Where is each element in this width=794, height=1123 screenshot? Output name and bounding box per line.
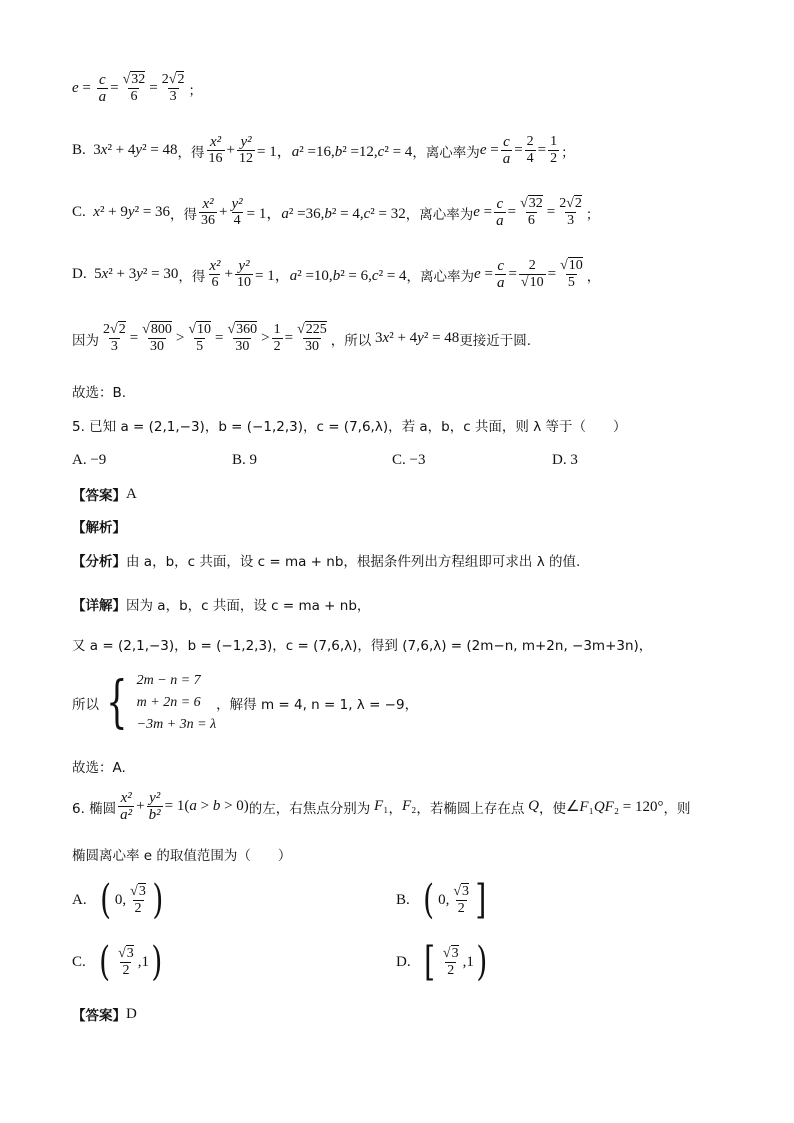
- q5-xiangjie: [72, 594, 734, 614]
- comparison-line: 因为 $\frac{2√2}{3}$ = $\frac{√800}{30}$ > $\frac{√10}{5}$ = $\frac{√360}{30}$ > $\frac{1}{2}$ = $\frac{√225}{30}$ ，所以 3x² + 4y² = 48 更接近于圆.: [72, 322, 532, 354]
- so-suffix: ，解得 m = 4, n = 1, λ = −9，: [216, 697, 419, 713]
- q5-answer: [72, 484, 734, 504]
- answer-value: D: [126, 1005, 137, 1022]
- answer-label: 【答案】: [72, 488, 126, 504]
- eq-1: 2m − n = 7: [136, 673, 201, 688]
- so-prefix: 所以: [72, 697, 99, 713]
- choose-a: 故选：A.: [72, 760, 126, 776]
- eq-2: m + 2n = 6: [136, 695, 201, 710]
- choose-b: 故选：B.: [72, 385, 127, 401]
- q5-system: [72, 670, 734, 736]
- q5-stem: 5. 已知 a = (2,1,−3)，b = (−1,2,3)，c = (7,6,λ)，若 a，b，c 共面，则 λ 等于（ ）: [72, 419, 627, 435]
- analysis-label: 【解析】: [72, 520, 126, 536]
- eq-3: −3m + 3n = λ: [136, 717, 217, 732]
- q6-stem-1: 6. 椭圆 $\frac{\text{x²}}{\text{a²}}$ + $\frac{\text{y²}}{\text{b²}}$ = 1(a > b > 0) 的左，右焦点分别为 F ₁ ， F ₂ ，若椭圆上存在点 Q ，使 ∠F₁QF₂ = 120° ，则: [72, 790, 691, 823]
- fenxi-text: 由 a，b，c 共面，设 c = ma + nb，根据条件列出方程组即可求出 λ 的值.: [126, 554, 581, 570]
- q6-option-d: D. [ $\frac{√3}{2}$ ,1 ): [396, 939, 488, 985]
- q5-also: 又 a = (2,1,−3)，b = (−1,2,3)，c = (7,6,λ)，得到 (7,6,λ) = (2m−n, m+2n, −3m+3n)，: [72, 638, 653, 654]
- q6-option-a: A. ( 0, $\frac{√3}{2}$ ): [72, 877, 164, 923]
- q5-fenxi: [72, 550, 734, 570]
- q6-option-c: C. ( $\frac{√3}{2}$ ,1 ): [72, 939, 163, 985]
- q6-stem-2: 椭圆离心率 e 的取值范围为（ ）: [72, 848, 292, 864]
- left-brace: {: [106, 670, 128, 735]
- answer-value: A: [126, 485, 137, 502]
- xiangjie-text: 因为 a，b，c 共面，设 c = ma + nb，: [126, 598, 371, 614]
- q6-option-b: B. ( 0, $\frac{√3}{2}$ ]: [396, 877, 487, 923]
- equation-system: [137, 670, 217, 736]
- option-d-derivation: D. 5x² + 3y² = 30 ，得 $\frac{\text{x²}}{6}$ + $\frac{\text{y²}}{10}$ = 1，a² =10,b² = 6,c² = 4 ，离心率为 e = $\frac{c}{a}$ = $\frac{2}{√10}$ = $\frac{√10}{5}$ ，: [72, 258, 601, 291]
- top-equation: e = $\frac{c}{a}$ = $\frac{√32}{6}$ = $\frac{2√2}{3}$ ；: [72, 72, 202, 105]
- option-d-label: D.: [72, 266, 87, 282]
- option-c-derivation: C. x² + 9y² = 36 ，得 $\frac{\text{x²}}{36}$ + $\frac{\text{y²}}{4}$ = 1，a² =36,b² = 4,c² = 32 ，离心率为 e = $\frac{c}{a}$ = $\frac{√32}{6}$ = $\frac{2√2}{3}$ ；: [72, 196, 600, 229]
- xiangjie-label: 【详解】: [72, 598, 126, 614]
- q5-option-d: D. 3: [552, 452, 578, 468]
- q5-option-a: A. −9: [72, 452, 107, 468]
- fenxi-label: 【分析】: [72, 554, 126, 570]
- option-b-label: B.: [72, 142, 86, 158]
- answer-label: 【答案】: [72, 1008, 126, 1024]
- option-b-derivation: B. 3x² + 4y² = 48 ，得 $\frac{\text{x²}}{16}$ + $\frac{\text{y²}}{12}$ = 1，a² =16,b² =12,c² = 4 ，离心率为 e = $\frac{c}{a}$ = $\frac{2}{4}$ = $\frac{1}{2}$ ；: [72, 134, 575, 167]
- q5-option-b: B. 9: [232, 452, 258, 468]
- q5-option-c: C. −3: [392, 452, 426, 468]
- option-c-label: C.: [72, 204, 86, 220]
- q5-options: [72, 452, 734, 469]
- q6-answer: [72, 1004, 734, 1024]
